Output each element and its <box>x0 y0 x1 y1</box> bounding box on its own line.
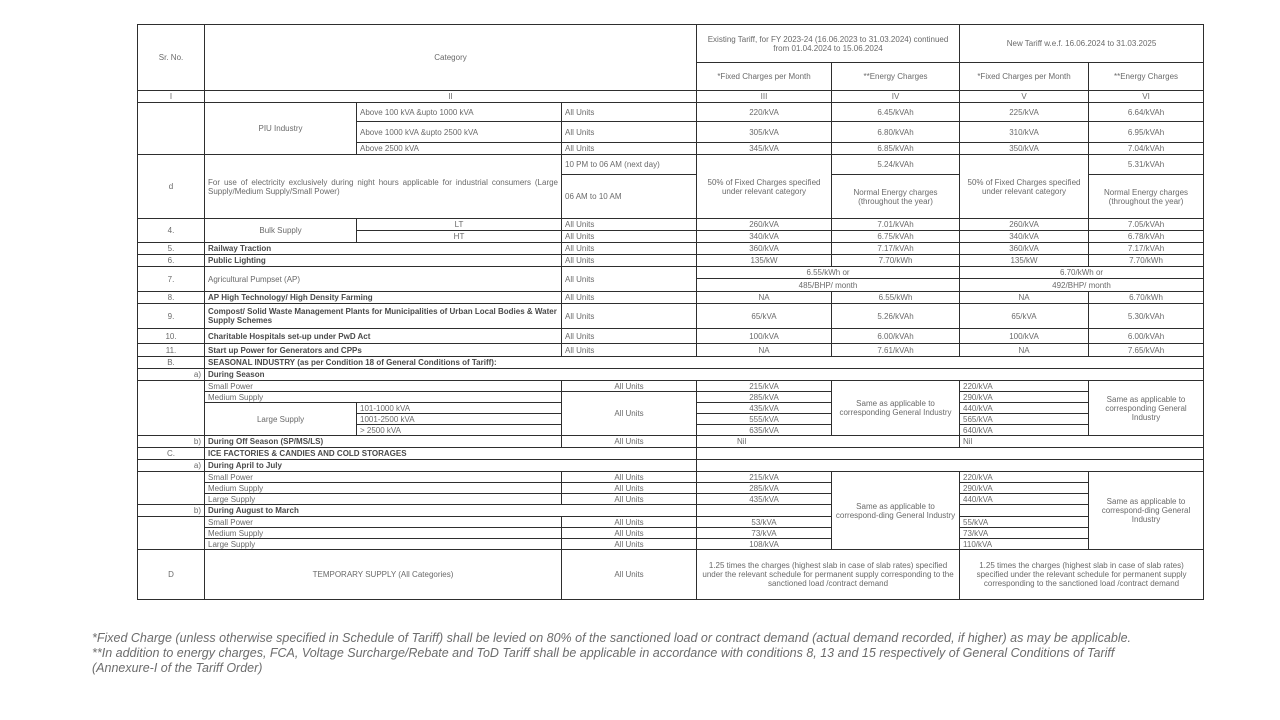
ice-b-small-label: Small Power <box>205 517 562 528</box>
piu-energy-old-2: 6.80/kVAh <box>832 122 960 143</box>
rail-label: Railway Traction <box>205 243 562 255</box>
startup-energy-new: 7.65/kVAh <box>1089 344 1204 357</box>
units-cell: All Units <box>562 329 697 344</box>
ice-b-large-label: Large Supply <box>205 539 562 550</box>
units-cell: All Units <box>562 243 697 255</box>
ice-same-old: Same as applicable to correspond-ding General Industry <box>832 472 960 550</box>
temp-old: 1.25 times the charges (highest slab in case of slab rates) specified under the relevant schedule for permanent supply corresponding to the sanctioned load /contract demand <box>697 550 960 600</box>
public-label: Public Lighting <box>205 255 562 267</box>
public-energy-old: 7.70/kWh <box>832 255 960 267</box>
ice-b-large-fixed-new: 110/kVA <box>960 539 1089 550</box>
units-cell: All Units <box>562 103 697 122</box>
piu-energy-old-1: 6.45/kVAh <box>832 103 960 122</box>
units-cell: All Units <box>562 550 697 600</box>
bulk-energy-new-lt: 7.05/kVAh <box>1089 219 1204 231</box>
public-energy-new: 7.70/kWh <box>1089 255 1204 267</box>
charitable-energy-old: 6.00/kVAh <box>832 329 960 344</box>
piu-energy-new-1: 6.64/kVAh <box>1089 103 1204 122</box>
seasonal-sr: B. <box>138 357 205 369</box>
seasonal-medium-label: Medium Supply <box>205 392 562 403</box>
units-cell: All Units <box>562 255 697 267</box>
startup-fixed-new: NA <box>960 344 1089 357</box>
units-cell: All Units <box>562 292 697 304</box>
units-cell: All Units <box>562 392 697 436</box>
aphigh-sr: 8. <box>138 292 205 304</box>
startup-energy-old: 7.61/kVAh <box>832 344 960 357</box>
rail-fixed-old: 360/kVA <box>697 243 832 255</box>
seasonal-same-new: Same as applicable to corresponding General Industry <box>1089 381 1204 436</box>
bulk-fixed-new-lt: 260/kVA <box>960 219 1089 231</box>
seasonal-large-fixed-old-1: 435/kVA <box>697 403 832 414</box>
rail-energy-old: 7.17/kVAh <box>832 243 960 255</box>
seasonal-large-fixed-new-3: 640/kVA <box>960 425 1089 436</box>
charitable-energy-new: 6.00/kVAh <box>1089 329 1204 344</box>
ap-label: Agricultural Pumpset (AP) <box>205 267 562 292</box>
seasonal-large-sub-2: 1001-2500 kVA <box>357 414 562 425</box>
blank-cell <box>697 460 1204 472</box>
ap-new-1: 6.70/kWh or <box>960 267 1204 279</box>
blank-cell <box>697 448 1204 460</box>
bulk-label: Bulk Supply <box>205 219 357 243</box>
ice-a-small-label: Small Power <box>205 472 562 483</box>
header-fixed-new: *Fixed Charges per Month <box>960 63 1089 91</box>
night-energy-old-2: Normal Energy charges (throughout the year) <box>832 175 960 219</box>
blank-cell <box>697 505 832 517</box>
seasonal-b-sr: b) <box>138 436 205 448</box>
seasonal-label: SEASONAL INDUSTRY (as per Condition 18 of General Conditions of Tariff): <box>205 357 1204 369</box>
bulk-sub-lt: LT <box>357 219 562 231</box>
footnote-fixed-charge: *Fixed Charge (unless otherwise specified in Schedule of Tariff) shall be levied on 80% of the sanctioned load or contract demand (actual demand recorded, if higher) as may be applicable. <box>92 631 1132 645</box>
units-cell: All Units <box>562 494 697 505</box>
ice-sr: C. <box>138 448 205 460</box>
bulk-energy-new-ht: 6.78/kVAh <box>1089 231 1204 243</box>
col-num-vi: VI <box>1089 91 1204 103</box>
seasonal-a-sr: a) <box>138 369 205 381</box>
col-num-v: V <box>960 91 1089 103</box>
units-cell: All Units <box>562 267 697 292</box>
sr-cell <box>138 517 205 550</box>
seasonal-medium-fixed-new: 290/kVA <box>960 392 1089 403</box>
footnotes <box>92 631 1152 676</box>
piu-fixed-old-3: 345/kVA <box>697 143 832 155</box>
night-energy-new-1: 5.31/kVAh <box>1089 155 1204 175</box>
ice-a-sr: a) <box>138 460 205 472</box>
rail-fixed-new: 360/kVA <box>960 243 1089 255</box>
units-cell: All Units <box>562 517 697 528</box>
ice-a-small-fixed-old: 215/kVA <box>697 472 832 483</box>
charitable-label: Charitable Hospitals set-up under PwD Act <box>205 329 562 344</box>
ice-a-large-label: Large Supply <box>205 494 562 505</box>
night-fixed-new: 50% of Fixed Charges specified under relevant category <box>960 155 1089 219</box>
ice-b-medium-label: Medium Supply <box>205 528 562 539</box>
units-cell: All Units <box>562 436 697 448</box>
compost-fixed-new: 65/kVA <box>960 304 1089 329</box>
units-cell: All Units <box>562 483 697 494</box>
night-time-2: 06 AM to 10 AM <box>562 175 697 219</box>
ice-a-large-fixed-old: 435/kVA <box>697 494 832 505</box>
compost-label: Compost/ Solid Waste Management Plants for Municipalities of Urban Local Bodies & Water Supply Schemes <box>205 304 562 329</box>
piu-energy-new-3: 7.04/kVAh <box>1089 143 1204 155</box>
sr-cell <box>138 103 205 155</box>
bulk-fixed-new-ht: 340/kVA <box>960 231 1089 243</box>
ice-b-large-fixed-old: 108/kVA <box>697 539 832 550</box>
aphigh-label: AP High Technology/ High Density Farming <box>205 292 562 304</box>
ice-a-medium-fixed-old: 285/kVA <box>697 483 832 494</box>
col-num-iii: III <box>697 91 832 103</box>
ice-b-medium-fixed-old: 73/kVA <box>697 528 832 539</box>
public-sr: 6. <box>138 255 205 267</box>
ap-old-1: 6.55/kWh or <box>697 267 960 279</box>
charitable-fixed-new: 100/kVA <box>960 329 1089 344</box>
seasonal-small-label: Small Power <box>205 381 562 392</box>
piu-energy-new-2: 6.95/kVAh <box>1089 122 1204 143</box>
sr-cell <box>138 472 205 505</box>
seasonal-large-label: Large Supply <box>205 403 357 436</box>
units-cell: All Units <box>562 304 697 329</box>
compost-fixed-old: 65/kVA <box>697 304 832 329</box>
ice-a-medium-fixed-new: 290/kVA <box>960 483 1089 494</box>
ap-sr: 7. <box>138 267 205 292</box>
compost-energy-new: 5.30/kVAh <box>1089 304 1204 329</box>
ice-a-label: During April to July <box>205 460 697 472</box>
piu-sub-2: Above 1000 kVA &upto 2500 kVA <box>357 122 562 143</box>
header-fixed-old: *Fixed Charges per Month <box>697 63 832 91</box>
charitable-sr: 10. <box>138 329 205 344</box>
aphigh-fixed-new: NA <box>960 292 1089 304</box>
units-cell: All Units <box>562 231 697 243</box>
ice-a-small-fixed-new: 220/kVA <box>960 472 1089 483</box>
piu-fixed-new-1: 225/kVA <box>960 103 1089 122</box>
compost-energy-old: 5.26/kVAh <box>832 304 960 329</box>
seasonal-large-fixed-old-3: 635/kVA <box>697 425 832 436</box>
bulk-sr: 4. <box>138 219 205 243</box>
units-cell: All Units <box>562 472 697 483</box>
header-new-tariff: New Tariff w.e.f. 16.06.2024 to 31.03.2025 <box>960 25 1204 63</box>
ice-b-label: During August to March <box>205 505 697 517</box>
seasonal-medium-fixed-old: 285/kVA <box>697 392 832 403</box>
public-fixed-old: 135/kW <box>697 255 832 267</box>
units-cell: All Units <box>562 344 697 357</box>
piu-fixed-new-2: 310/kVA <box>960 122 1089 143</box>
night-energy-old-1: 5.24/kVAh <box>832 155 960 175</box>
footnote-energy-charges: **In addition to energy charges, FCA, Voltage Surcharge/Rebate and ToD Tariff shall be applicable in accordance with conditions 8, 13 and 15 respectively of General Conditions of Tariff (Annexure-I of the Tariff Order) <box>92 646 1115 675</box>
piu-sub-3: Above 2500 kVA <box>357 143 562 155</box>
aphigh-energy-new: 6.70/kWh <box>1089 292 1204 304</box>
units-cell: All Units <box>562 539 697 550</box>
ice-b-small-fixed-old: 53/kVA <box>697 517 832 528</box>
public-fixed-new: 135/kW <box>960 255 1089 267</box>
compost-sr: 9. <box>138 304 205 329</box>
temp-new: 1.25 times the charges (highest slab in case of slab rates) specified under the relevant schedule for permanent supply corresponding to the sanctioned load /contract demand <box>960 550 1204 600</box>
startup-label: Start up Power for Generators and CPPs <box>205 344 562 357</box>
night-energy-new-2: Normal Energy charges (throughout the year) <box>1089 175 1204 219</box>
seasonal-large-fixed-new-1: 440/kVA <box>960 403 1089 414</box>
header-sr-no: Sr. No. <box>138 25 205 91</box>
ap-old-2: 485/BHP/ month <box>697 279 960 292</box>
ice-same-new: Same as applicable to correspond-ding General Industry <box>1089 472 1204 550</box>
bulk-fixed-old-lt: 260/kVA <box>697 219 832 231</box>
seasonal-large-sub-3: > 2500 kVA <box>357 425 562 436</box>
rail-sr: 5. <box>138 243 205 255</box>
bulk-energy-old-ht: 6.75/kVAh <box>832 231 960 243</box>
blank-cell <box>960 505 1089 517</box>
seasonal-large-sub-1: 101-1000 kVA <box>357 403 562 414</box>
ice-b-small-fixed-new: 55/kVA <box>960 517 1089 528</box>
seasonal-large-fixed-new-2: 565/kVA <box>960 414 1089 425</box>
aphigh-fixed-old: NA <box>697 292 832 304</box>
units-cell: All Units <box>562 143 697 155</box>
startup-sr: 11. <box>138 344 205 357</box>
seasonal-large-fixed-old-2: 555/kVA <box>697 414 832 425</box>
piu-fixed-old-1: 220/kVA <box>697 103 832 122</box>
aphigh-energy-old: 6.55/kWh <box>832 292 960 304</box>
header-existing-tariff: Existing Tariff, for FY 2023-24 (16.06.2023 to 31.03.2024) continued from 01.04.2024 to 15.06.2024 <box>697 25 960 63</box>
ice-b-medium-fixed-new: 73/kVA <box>960 528 1089 539</box>
bulk-energy-old-lt: 7.01/kVAh <box>832 219 960 231</box>
seasonal-off-new: Nil <box>960 436 1204 448</box>
units-cell: All Units <box>562 122 697 143</box>
col-num-iv: IV <box>832 91 960 103</box>
sr-cell <box>138 381 205 436</box>
seasonal-a-label: During Season <box>205 369 1204 381</box>
night-fixed-old: 50% of Fixed Charges specified under relevant category <box>697 155 832 219</box>
charitable-fixed-old: 100/kVA <box>697 329 832 344</box>
col-num-ii: II <box>205 91 697 103</box>
piu-sub-1: Above 100 kVA &upto 1000 kVA <box>357 103 562 122</box>
temp-label: TEMPORARY SUPPLY (All Categories) <box>205 550 562 600</box>
tariff-table <box>137 24 1204 600</box>
units-cell: All Units <box>562 528 697 539</box>
piu-label: PIU Industry <box>205 103 357 155</box>
temp-sr: D <box>138 550 205 600</box>
col-num-i: I <box>138 91 205 103</box>
header-energy-new: **Energy Charges <box>1089 63 1204 91</box>
seasonal-off-old: Nil <box>697 436 960 448</box>
units-cell: All Units <box>562 381 697 392</box>
seasonal-same-old: Same as applicable to corresponding General Industry <box>832 381 960 436</box>
units-cell: All Units <box>562 219 697 231</box>
seasonal-small-fixed-old: 215/kVA <box>697 381 832 392</box>
seasonal-b-label: During Off Season (SP/MS/LS) <box>205 436 562 448</box>
ice-a-large-fixed-new: 440/kVA <box>960 494 1089 505</box>
piu-fixed-old-2: 305/kVA <box>697 122 832 143</box>
header-energy-old: **Energy Charges <box>832 63 960 91</box>
piu-fixed-new-3: 350/kVA <box>960 143 1089 155</box>
ice-a-medium-label: Medium Supply <box>205 483 562 494</box>
seasonal-small-fixed-new: 220/kVA <box>960 381 1089 392</box>
header-category: Category <box>205 25 697 91</box>
bulk-sub-ht: HT <box>357 231 562 243</box>
piu-energy-old-3: 6.85/kVAh <box>832 143 960 155</box>
night-label: For use of electricity exclusively during night hours applicable for industrial consumers (Large Supply/Medium Supply/Small Power) <box>205 155 562 219</box>
bulk-fixed-old-ht: 340/kVA <box>697 231 832 243</box>
ice-b-sr: b) <box>138 505 205 517</box>
ap-new-2: 492/BHP/ month <box>960 279 1204 292</box>
night-time-1: 10 PM to 06 AM (next day) <box>562 155 697 175</box>
night-sr: d <box>138 155 205 219</box>
ice-label: ICE FACTORIES & CANDIES AND COLD STORAGES <box>205 448 697 460</box>
startup-fixed-old: NA <box>697 344 832 357</box>
rail-energy-new: 7.17/kVAh <box>1089 243 1204 255</box>
